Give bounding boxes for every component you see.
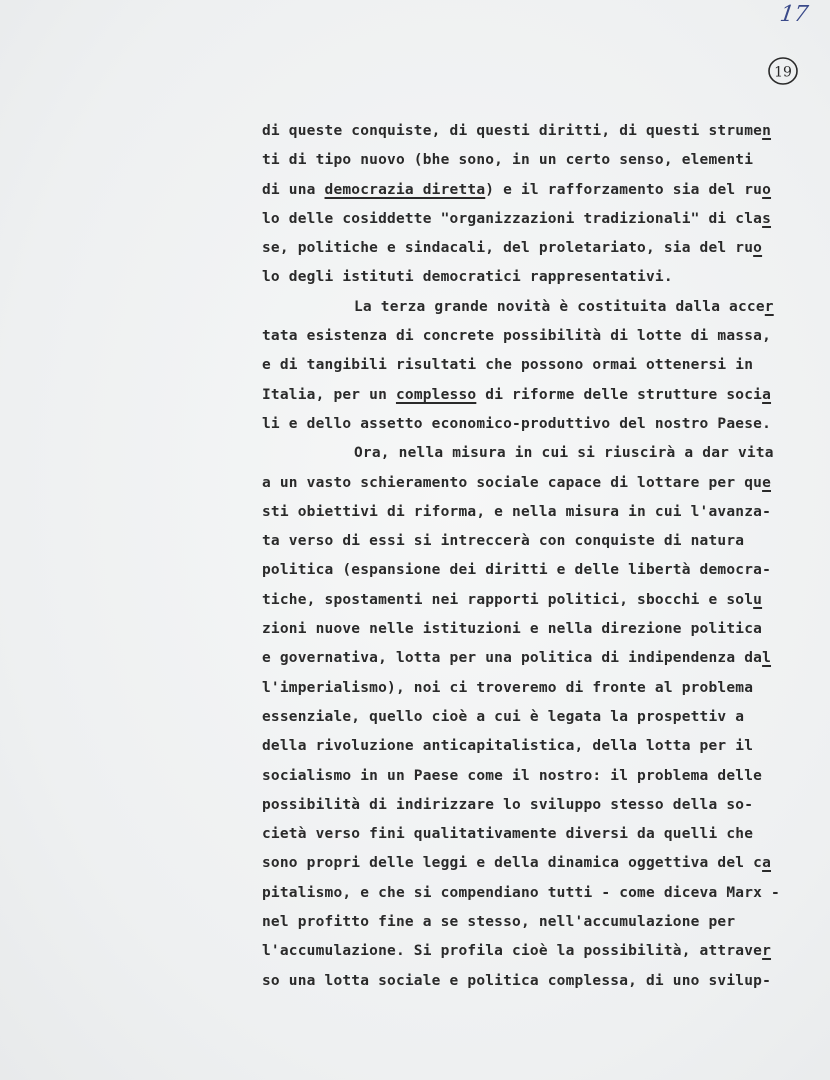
text-segment: Ora, nella misura in cui si riuscirà a dar vita: [354, 445, 774, 462]
underlined-text: n: [762, 123, 772, 139]
text-segment: La terza grande novità è costituita dalla acce: [354, 298, 765, 315]
text-line: [262, 351, 822, 380]
text-segment: ) e il rafforzamento sia del ru: [485, 181, 763, 198]
text-segment: di riforme delle strutture soci: [476, 386, 763, 403]
text-segment: sono propri delle leggi e della dinamica oggettiva del c: [262, 855, 763, 872]
text-line: [262, 117, 822, 146]
text-line: [262, 762, 822, 791]
text-line: [262, 322, 822, 351]
text-segment: zioni nuove nelle istituzioni e nella direzione politica: [262, 621, 763, 638]
text-segment: so una lotta sociale e politica complessa, di uno svilup-: [262, 972, 771, 989]
text-line: [262, 146, 822, 175]
text-segment: tata esistenza di concrete possibilità di lotte di massa,: [262, 328, 771, 345]
underlined-text: a: [762, 386, 772, 403]
stamp-number: 19: [774, 64, 792, 81]
underlined-text: democrazia diretta: [324, 181, 486, 198]
circle-stamp-icon: [766, 54, 800, 88]
text-segment: se, politiche e sindacali, del proletariato, sia del ru: [262, 240, 754, 257]
folio-number: 17: [778, 2, 810, 27]
text-segment: a un vasto schieramento sociale capace di lottare per qu: [262, 474, 763, 491]
text-segment: l'imperialismo), noi ci troveremo di fronte al problema: [262, 679, 754, 696]
text-segment: nel profitto fine a se stesso, nell'accumulazione per: [262, 914, 736, 931]
underlined-text: a: [762, 855, 772, 872]
underlined-text: o: [753, 240, 763, 257]
underlined-text: r: [764, 298, 774, 315]
text-line: [262, 293, 822, 322]
text-line: [262, 263, 822, 292]
text-line: [262, 586, 822, 615]
underlined-text: e: [762, 474, 772, 491]
text-segment: e governativa, lotta per una politica di indipendenza da: [262, 650, 763, 667]
text-line: [262, 967, 822, 996]
text-line: [262, 820, 822, 849]
text-line: [262, 381, 822, 410]
underlined-text: u: [753, 591, 763, 608]
text-line: [262, 879, 822, 908]
text-segment: sti obiettivi di riforma, e nella misura in cui l'avanza-: [262, 503, 771, 520]
text-segment: l'accumulazione. Si profila cioè la possibilità, attrave: [262, 943, 763, 960]
text-segment: della rivoluzione anticapitalistica, della lotta per il: [262, 738, 754, 755]
text-segment: lo degli istituti democratici rappresentativi.: [262, 269, 673, 286]
text-line: [262, 527, 822, 556]
text-line: [262, 674, 822, 703]
text-line: [262, 849, 822, 878]
text-segment: essenziale, quello cioè a cui è legata la prospettiv a: [262, 708, 745, 725]
text-line: [262, 703, 822, 732]
underlined-text: l: [762, 650, 772, 667]
typewritten-body: [262, 117, 822, 996]
text-line: [262, 205, 822, 234]
text-segment: di queste conquiste, di questi diritti, di questi strume: [262, 123, 763, 139]
text-segment: tiche, spostamenti nei rapporti politici, sbocchi e sol: [262, 591, 754, 608]
underlined-text: s: [762, 210, 772, 227]
text-segment: li e dello assetto economico-produttivo del nostro Paese.: [262, 415, 771, 432]
text-line: [262, 469, 822, 498]
text-line: [262, 176, 822, 205]
text-segment: possibilità di indirizzare lo sviluppo stesso della so-: [262, 796, 754, 813]
text-segment: cietà verso fini qualitativamente diversi da quelli che: [262, 826, 754, 843]
text-segment: ti di tipo nuovo (bhe sono, in un certo senso, elementi: [262, 152, 754, 169]
text-segment: lo delle cosiddette "organizzazioni tradizionali" di cla: [262, 210, 763, 227]
text-segment: socialismo in un Paese come il nostro: il problema delle: [262, 767, 763, 784]
text-segment: ta verso di essi si intreccerà con conquiste di natura: [262, 533, 745, 550]
underlined-text: o: [762, 181, 772, 198]
text-line: [262, 732, 822, 761]
text-segment: di una: [262, 181, 325, 198]
text-line: [262, 556, 822, 585]
text-segment: Italia, per un: [262, 386, 396, 403]
underlined-text: complesso: [395, 386, 477, 403]
text-line: [262, 908, 822, 937]
text-segment: politica (espansione dei diritti e delle libertà democra-: [262, 562, 771, 579]
text-line: [262, 498, 822, 527]
text-line: [262, 439, 822, 468]
text-line: [262, 615, 822, 644]
text-line: [262, 937, 822, 966]
text-segment: e di tangibili risultati che possono ormai ottenersi in: [262, 357, 754, 374]
text-segment: pitalismo, e che si compendiano tutti - come diceva Marx -: [262, 884, 780, 901]
text-line: [262, 791, 822, 820]
underlined-text: r: [762, 943, 772, 960]
text-line: [262, 410, 822, 439]
page-number-stamp: [766, 54, 800, 88]
text-line: [262, 234, 822, 263]
text-line: [262, 644, 822, 673]
